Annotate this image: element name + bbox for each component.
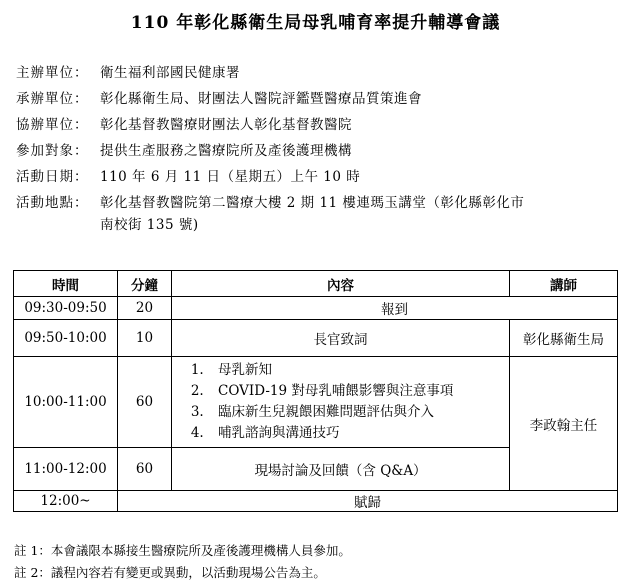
- cell-time: 09:50-10:00: [14, 320, 118, 357]
- cell-content: 賦歸: [118, 491, 618, 512]
- page-title: 110 年彰化縣衛生局母乳哺育率提升輔導會議: [130, 13, 501, 33]
- info-location: [16, 192, 616, 244]
- info-label: 活動地點：: [16, 195, 89, 211]
- info-value: 衛生福利部國民健康署: [100, 65, 240, 81]
- info-value: 彰化縣衛生局、財團法人醫院評鑑暨醫療品質策進會: [100, 91, 422, 107]
- info-organizer: [16, 62, 616, 88]
- cell-minutes: 10: [118, 320, 172, 357]
- info-value: [100, 192, 616, 244]
- topic-item: 1. 母乳新知: [208, 360, 507, 381]
- location-line-1: 彰化基督教醫院第二醫療大樓 2 期 11 樓連瑪玉講堂（彰化縣彰化市: [100, 195, 525, 211]
- cell-minutes: 20: [118, 297, 172, 320]
- cell-time: 11:00-12:00: [14, 448, 118, 491]
- header-speaker: 講師: [510, 271, 618, 297]
- topic-list: [174, 360, 507, 444]
- location-line-2: 南校街 135 號): [100, 217, 199, 233]
- table-row: [14, 320, 618, 357]
- info-label: 主辦單位：: [16, 65, 89, 81]
- header-content: 內容: [172, 271, 510, 297]
- note-1: 註 1：本會議限本縣接生醫療院所及產後護理機構人員參加。: [14, 543, 351, 558]
- info-date: [16, 166, 616, 192]
- cell-time: 12:00~: [14, 491, 118, 512]
- notes: [14, 540, 351, 584]
- cell-time: 10:00-11:00: [14, 357, 118, 448]
- table-row: [14, 297, 618, 320]
- header-time: 時間: [14, 271, 118, 297]
- cell-speaker: 李政翰主任: [510, 357, 618, 491]
- info-co-organizer: [16, 114, 616, 140]
- info-value: 彰化基督教醫療財團法人彰化基督教醫院: [100, 117, 352, 133]
- info-label: 活動日期：: [16, 169, 89, 185]
- topic-item: 4. 哺乳諮詢與溝通技巧: [208, 423, 507, 444]
- topic-item: 3. 臨床新生兒親餵困難問題評估與介入: [208, 402, 507, 423]
- cell-content: 長官致詞: [172, 320, 510, 357]
- cell-content: [172, 357, 510, 448]
- table-header-row: [14, 271, 618, 297]
- table-row: [14, 491, 618, 512]
- cell-content: 現場討論及回饋（含 Q&A）: [172, 448, 510, 491]
- info-participants: [16, 140, 616, 166]
- cell-content: 報到: [172, 297, 618, 320]
- cell-time: 09:30-09:50: [14, 297, 118, 320]
- header-minutes: 分鐘: [118, 271, 172, 297]
- info-value: 提供生產服務之醫療院所及產後護理機構: [100, 143, 352, 159]
- info-label: 協辦單位：: [16, 117, 89, 133]
- event-info: [16, 62, 616, 244]
- info-label: 參加對象：: [16, 143, 89, 159]
- info-executor: [16, 88, 616, 114]
- note-2: 註 2：議程內容若有變更或異動，以活動現場公告為主。: [14, 565, 326, 580]
- table-row: [14, 357, 618, 448]
- info-value: 110 年 6 月 11 日（星期五）上午 10 時: [100, 169, 361, 185]
- info-label: 承辦單位：: [16, 91, 89, 107]
- cell-minutes: 60: [118, 448, 172, 491]
- agenda-table: [13, 270, 618, 512]
- topic-item: 2. COVID-19 對母乳哺餵影響與注意事項: [208, 381, 507, 402]
- cell-speaker: 彰化縣衛生局: [510, 320, 618, 357]
- cell-minutes: 60: [118, 357, 172, 448]
